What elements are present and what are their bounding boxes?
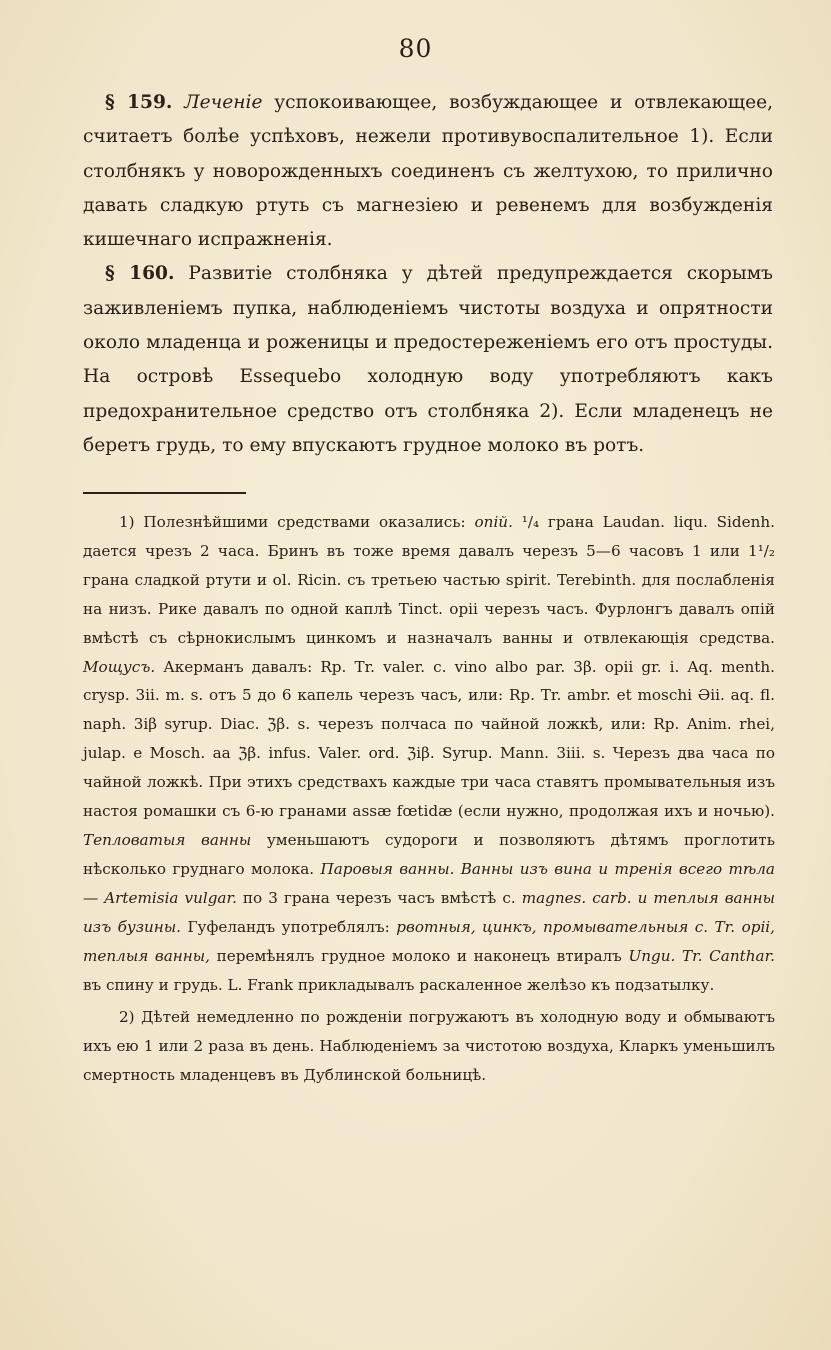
footnote-italic-text: Тепловатыя ванны [83, 830, 252, 849]
section-number: § 159. [105, 92, 173, 113]
footnote-text: Акерманъ давалъ: Rp. Tr. valer. c. vino albo par. 3β. opii gr. i. Aq. menth. crysp. 3ii. m. s. отъ 5 до 6 капель черезъ часъ, или: Rp. Tr. ambr. et moschi Əii. aq. fl. naph. 3iβ syrup. Diac. ℨβ. s. черезъ полчаса по чайной ложкѣ, или: Rp. Anim. rhei, julap. e Mosch. aa ℨβ. infus. Valer. ord. ℨiβ. Syrup. Mann. 3iii. s. Черезъ два часа по чайной ложкѣ. При этихъ средствахъ каждые три часа ставятъ промывательныя изъ настоя ромашки съ 6-ю гранами assæ fœtidæ (если нужно, продолжая ихъ и ночью). [83, 657, 775, 821]
footnote-italic-text: Ungu. Tr. Canthar. [628, 946, 776, 965]
footnote-italic-text: Паровыя ванны. Ванны изъ вина и тренія всего тѣла — Artemisia vulgar. [83, 859, 775, 907]
footnote-italic-text: Мощусъ. [83, 657, 156, 676]
footnote-1 [83, 508, 775, 999]
main-text [83, 86, 773, 463]
footnote-text: 1) Полезнѣйшими средствами оказались: [119, 513, 475, 531]
footnote-text: по 3 грана черезъ часъ вмѣстѣ с. [236, 888, 522, 907]
paragraph-160 [83, 257, 773, 463]
footnote-italic-text: magnes. carb. и теплыя ванны изъ бузины. [83, 888, 775, 936]
footnote-italic-text: рвотныя, цинкъ, промывательныя с. Tr. opii, теплыя ванны, [83, 917, 775, 965]
footnote-italic-text: опій. [474, 513, 513, 531]
section-number: § 160. [105, 263, 175, 285]
footnote-text: въ спину и грудь. L. Frank прикладывалъ раскаленное желѣзо къ подзатылку. [83, 975, 715, 994]
footnote-text: перемѣнялъ грудное молоко и наконецъ втиралъ [210, 946, 629, 965]
footnote-2 [83, 1003, 775, 1090]
paragraph-text: успокоивающее, возбуждающее и отвлекающее, считаетъ болѣе успѣховъ, нежели противувоспалительное 1). Если столбнякъ у новорожденныхъ соединенъ съ желтухою, то прилично давать сладкую ртуть съ магнезіею и ревенемъ для возбужденія кишечнаго испражненія. [83, 92, 773, 251]
paragraph-text: Развитіе столбняка у дѣтей предупреждается скорымъ заживленіемъ пупка, наблюденіемъ чистоты воздуха и опрятности около младенца и роженицы и предостереженіемъ его отъ простуды. На островѣ Essequebo холодную воду употребляютъ какъ предохранительное средство отъ столбняка 2). Если младенецъ не беретъ грудь, то ему впускаютъ грудное молоко въ ротъ. [83, 263, 773, 456]
footnote-text: уменьшаютъ судороги и позволяютъ дѣтямъ проглотить нѣсколько груднаго молока. [83, 830, 775, 878]
footnotes [83, 508, 775, 1090]
italic-term: Леченіе [184, 92, 263, 113]
footnote-text: 2) Дѣтей немедленно по рожденіи погружаютъ въ холодную воду и обмываютъ ихъ ею 1 или 2 раза въ день. Наблюденіемъ за чистотою воздуха, Кларкъ уменьшилъ смертность младенцевъ въ Дублинской больницѣ. [83, 1008, 775, 1085]
page-number: 80 [398, 34, 433, 63]
footnote-text: Гуфеландъ употреблялъ: [181, 917, 397, 936]
paragraph-159 [83, 86, 773, 257]
footnote-text: ¹/₄ грана Laudan. liqu. Sidenh. дается чрезъ 2 часа. Бринъ въ тоже время давалъ черезъ 5—6 часовъ 1 или 1¹/₂ грана сладкой ртути и ol. Ricin. съ третьею частью spirit. Terebinth. для послабленія на низъ. Рике давалъ по одной каплѣ Tinct. opii черезъ часъ. Фурлонгъ давалъ опій вмѣстѣ съ сѣрнокислымъ цинкомъ и назначалъ ванны и отвлекающія средства. [83, 513, 775, 647]
footnote-divider [83, 492, 246, 494]
